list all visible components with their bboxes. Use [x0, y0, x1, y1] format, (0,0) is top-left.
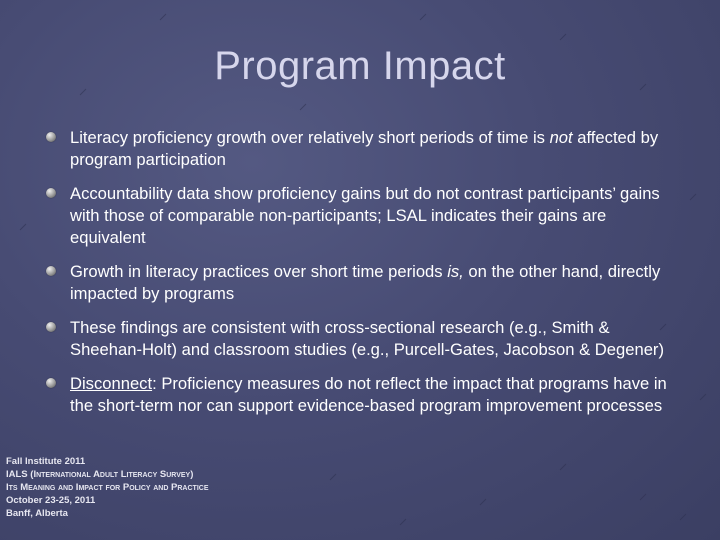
footer-line: IALS (International Adult Literacy Survey)	[6, 469, 194, 480]
footer-line: Fall Institute 2011	[6, 456, 86, 467]
bullet-item	[46, 373, 686, 417]
bullet-dot-icon	[46, 132, 56, 142]
bullet-text: on the other hand, directly impacted by programs	[70, 262, 661, 303]
bullet-item	[46, 261, 686, 305]
disconnect-label: Disconnect	[70, 374, 153, 393]
bullet-dot-icon	[46, 266, 56, 276]
bullet-text: affected by program participation	[70, 128, 659, 169]
bullet-text: : Proficiency measures do not reflect the impact that programs have in the short-term nor can support evidence-based program improvement processes	[70, 374, 667, 415]
emphasis-is: is,	[447, 262, 464, 281]
bullet-text: Literacy proficiency growth over relatively short periods of time is	[70, 128, 550, 147]
footer-line: Its Meaning and Impact for Policy and Practice	[6, 482, 209, 493]
bullet-list	[46, 127, 686, 429]
bullet-item	[46, 317, 686, 361]
bullet-dot-icon	[46, 322, 56, 332]
bullet-text: These findings are consistent with cross-sectional research (e.g., Smith & Sheehan-Holt) and classroom studies (e.g., Purcell-Gates, Jacobson & Degener)	[70, 318, 664, 359]
bullet-item	[46, 127, 686, 171]
bullet-dot-icon	[46, 188, 56, 198]
bullet-item	[46, 183, 686, 249]
emphasis-not: not	[549, 128, 573, 147]
slide-title: Program Impact	[214, 44, 506, 88]
bullet-dot-icon	[46, 378, 56, 388]
footer-line: October 23-25, 2011	[6, 495, 96, 506]
footer-line: Banff, Alberta	[6, 508, 68, 519]
footer-event-info	[6, 455, 266, 520]
bullet-text: Accountability data show proficiency gains but do not contrast participants’ gains with those of comparable non-participants; LSAL indicates their gains are equivalent	[70, 184, 660, 247]
bullet-text: Growth in literacy practices over short time periods	[70, 262, 448, 281]
